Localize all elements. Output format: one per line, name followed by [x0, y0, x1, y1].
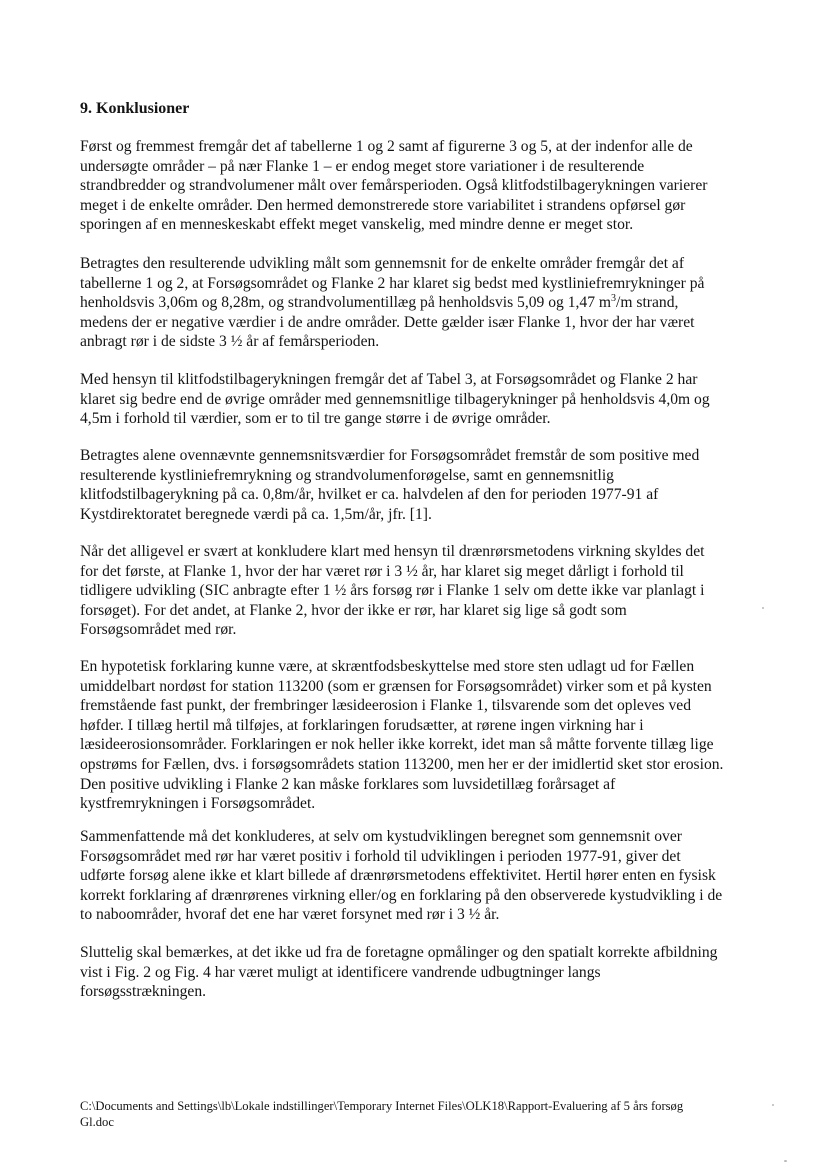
text-line: to naboområder, hvoraf det ene har været forsynet med rør i 3 ½ år. [80, 906, 500, 924]
text-line: forsøget). For det andet, at Flanke 2, hvor der ikke er rør, har klaret sig lige så godt som [80, 601, 627, 619]
text-fragment: /m strand, [616, 294, 679, 312]
text-line [80, 293, 780, 313]
text-line: vist i Fig. 2 og Fig. 4 har været muligt at identificere vandrende udbugtninger langs [80, 963, 601, 981]
text-line: korrekt forklaring af drænrørenes virkning eller/og en forklaring på den observerede kystudvikling i de [80, 886, 723, 904]
text-line: anbragt rør i de sidste 3 ½ år af femårsperioden. [80, 333, 380, 351]
text-fragment: henholdsvis 3,06m og 8,28m, og strandvolumentillæg på henholdsvis 5,09 og 1,47 m [80, 294, 612, 312]
footer-line: C:\Documents and Settings\lb\Lokale indstillinger\Temporary Internet Files\OLK18\Rapport-Evaluering af 5 års forsøg [80, 1099, 684, 1113]
text-line: resulterende kystliniefremrykning og strandvolumenforøgelse, samt en gennemsnitlig [80, 466, 614, 484]
section-number: 9. [80, 100, 92, 117]
paragraph-1 [80, 137, 780, 235]
text-line: Betragtes alene ovennævnte gennemsnitsværdier for Forsøgsområdet fremstår de som positive med [80, 447, 700, 464]
text-line: tidligere udvikling (SIC anbragte efter 1 ½ års forsøg rør i Flanke 1 selv om dette ikke var planlagt i [80, 582, 705, 600]
section-title: Konklusioner [96, 100, 190, 117]
text-line: klitfodstilbagerykning på ca. 0,8m/år, hvilket er ca. halvdelen af den for perioden 1977-91 af [80, 486, 659, 504]
text-line: Først og fremmest fremgår det af tabellerne 1 og 2 samt af figurerne 3 og 5, at der indenfor alle de [80, 138, 693, 155]
text-line: medens der er negative værdier i de andre områder. Dette gælder især Flanke 1, hvor der har været [80, 313, 695, 331]
text-line: kystfremrykningen i Forsøgsområdet. [80, 795, 316, 813]
text-line: umiddelbart nordøst for station 113200 (som er grænsen for Forsøgsområdet) virker som et på kysten [80, 677, 712, 695]
text-line: meget i de enkelte områder. Den hermed demonstrerede store variabilitet i strandens opførsel gør [80, 196, 686, 214]
text-line: En hypotetisk forklaring kunne være, at skræntfodsbeskyttelse med store sten udlagt ud for Fællen [80, 658, 695, 675]
text-line: Med hensyn til klitfodstilbagerykningen fremgår det af Tabel 3, at Forsøgsområdet og Flanke 2 har [80, 371, 698, 388]
text-line: opstrøms for Fællen, dvs. i forsøgsområdets station 113200, men her er der imidlertid sket stor erosion. [80, 755, 724, 773]
paragraph-3 [80, 370, 780, 429]
text-line: 4,5m i forhold til værdier, som er to til tre gange større i de øvrige områder. [80, 410, 551, 428]
text-line: sporingen af en menneskeskabt effekt meget vanskelig, med mindre denne er meget stor. [80, 216, 634, 234]
footer-file-path [80, 1098, 780, 1130]
text-line: strandbredder og strandvolumener målt over femårsperioden. Også klitfodstilbagerykningen varierer [80, 177, 708, 195]
text-line: forsøgsstrækningen. [80, 983, 207, 1001]
section-heading [80, 100, 189, 118]
scan-speck [784, 1160, 787, 1162]
text-line: fremstående fast punkt, der frembringer læsideerosion i Flanke 1, tilsvarende som det opleves ved [80, 697, 692, 715]
text-line: læsideerosionsområder. Forklaringen er nok heller ikke korrekt, idet man så måtte forvente tillæg lige [80, 736, 714, 754]
footer-line: Gl.doc [80, 1115, 114, 1129]
text-line: Sluttelig skal bemærkes, at det ikke ud fra de foretagne opmålinger og den spatialt korrekte afbildning [80, 944, 718, 961]
paragraph-8 [80, 943, 780, 1002]
text-line: Sammenfattende må det konkluderes, at selv om kystudviklingen beregnet som gennemsnit over [80, 828, 682, 845]
text-line: undersøgte områder – på nær Flanke 1 – er endog meget store variationer i de resulterende [80, 157, 645, 175]
text-line: for det første, at Flanke 1, hvor der har været rør i 3 ½ år, har klaret sig meget dårligt i forhold til [80, 562, 684, 580]
text-line: Betragtes den resulterende udvikling målt som gennemsnit for de enkelte områder fremgår det af [80, 255, 685, 272]
scan-speck [762, 607, 764, 609]
scan-speck [772, 1104, 774, 1106]
text-line: Den positive udvikling i Flanke 2 kan måske forklares som luvsidetillæg forårsaget af [80, 775, 616, 793]
superscript: 3 [611, 293, 617, 304]
text-line: Når det alligevel er svært at konkludere klart med hensyn til drænrørsmetodens virkning skyldes det [80, 543, 705, 560]
text-line: udførte forsøg alene ikke et klart billede af drænrørsmetodens effektivitet. Hertil hører enten en fysisk [80, 867, 716, 885]
text-line: høfder. I tillæg hertil må tilføjes, at forklaringen forudsætter, at rørene ingen virkning har i [80, 716, 644, 734]
paragraph-7 [80, 827, 780, 925]
text-line: klaret sig bedre end de øvrige områder med gennemsnitlige tilbagerykninger på henholdsvis 4,0m og [80, 390, 710, 408]
paragraph-5 [80, 542, 780, 640]
paragraph-2 [80, 254, 780, 352]
paragraph-6 [80, 657, 780, 814]
text-line: Forsøgsområdet med rør. [80, 621, 237, 639]
text-line: tabellerne 1 og 2, at Forsøgsområdet og Flanke 2 har klaret sig bedst med kystliniefremrykninger på [80, 274, 705, 292]
text-line: Kystdirektoratet beregnede værdi på ca. 1,5m/år, jfr. [1]. [80, 505, 432, 523]
paragraph-4 [80, 446, 780, 524]
text-line: Forsøgsområdet med rør har været positiv i forhold til udviklingen i perioden 1977-91, giver det [80, 847, 681, 865]
